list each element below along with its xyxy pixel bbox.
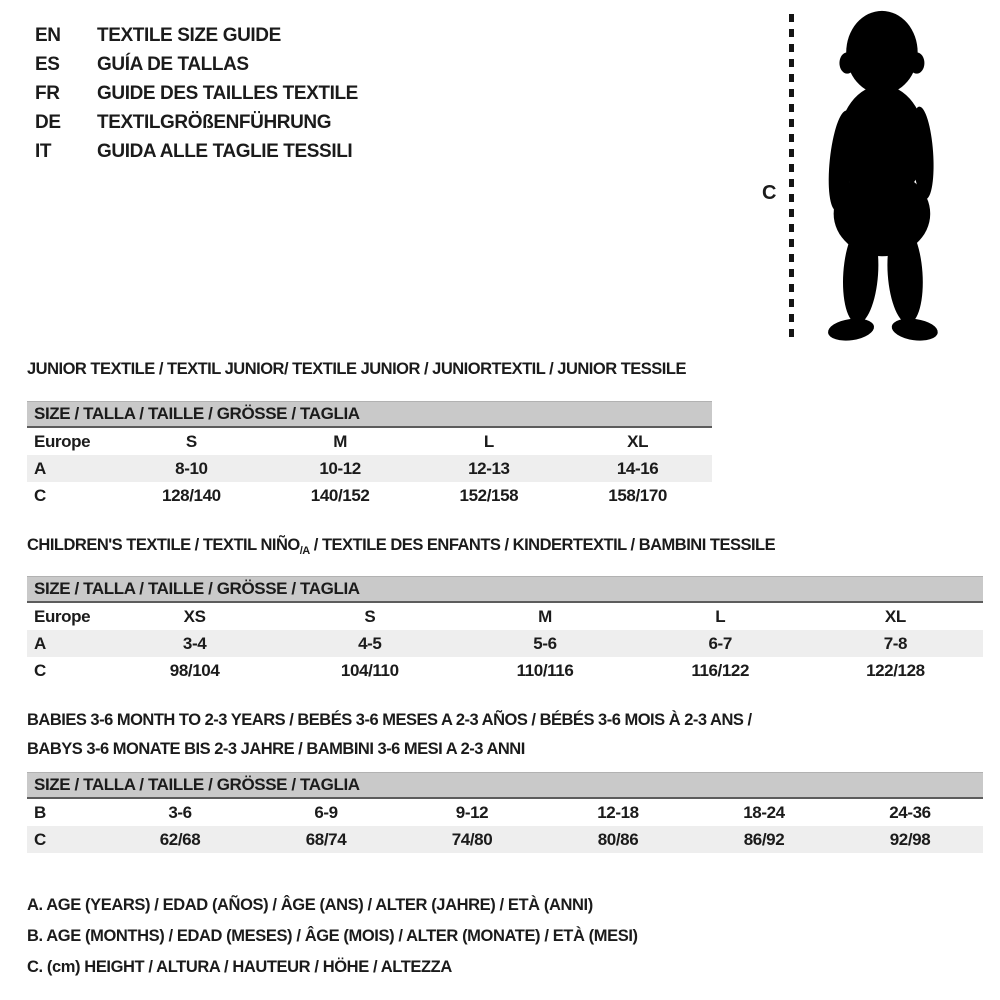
value-cell: 86/92 — [743, 830, 785, 849]
value-cell: 9-12 — [455, 803, 489, 822]
size-cell: M — [538, 607, 552, 626]
value-cell: 24-36 — [889, 803, 931, 822]
value-cell: 12-13 — [468, 459, 510, 478]
guide-title-fr: GUIDE DES TAILLES TEXTILE — [97, 83, 358, 104]
value-cell: 110/116 — [516, 661, 574, 680]
children-title-sub: /A — [299, 545, 310, 557]
value-cell: 158/170 — [608, 486, 667, 505]
babies-title-line1: BABIES 3-6 MONTH TO 2-3 YEARS / BEBÉS 3-6 MESES A 2-3 AÑOS / BÉBÉS 3-6 MOIS À 2-3 ANS / — [27, 711, 752, 729]
table-row-height — [27, 826, 983, 853]
value-cell: 4-5 — [358, 634, 382, 653]
size-cell: L — [483, 432, 494, 451]
language-code: FR — [35, 83, 60, 104]
size-header-bar: SIZE / TALLA / TAILLE / GRÖSSE / TAGLIA — [27, 401, 712, 428]
table-row-sizes — [27, 428, 712, 455]
table-row-months — [27, 799, 983, 826]
value-cell: 98/104 — [169, 661, 220, 680]
value-cell: 62/68 — [159, 830, 201, 849]
value-cell: 14-16 — [616, 459, 659, 478]
value-cell: 5-6 — [533, 634, 557, 653]
value-cell: 12-18 — [597, 803, 639, 822]
guide-title-de: TEXTILGRÖßENFÜHRUNG — [97, 112, 332, 133]
row-label: C — [34, 661, 46, 680]
language-code: DE — [35, 112, 61, 133]
value-cell: 116/122 — [691, 661, 750, 680]
value-cell: 104/110 — [340, 661, 399, 680]
size-cell: XL — [884, 607, 906, 626]
baby-silhouette-icon — [802, 8, 958, 346]
size-cell: L — [715, 607, 726, 626]
value-cell: 10-12 — [319, 459, 361, 478]
children-title-before: CHILDREN'S TEXTILE / TEXTIL NIÑO — [27, 536, 300, 554]
language-header — [35, 26, 358, 162]
value-cell: 7-8 — [883, 634, 908, 653]
value-cell: 80/86 — [597, 830, 639, 849]
table-row-age — [27, 630, 983, 657]
value-cell: 68/74 — [305, 830, 347, 849]
legend-item-c: C. (cm) HEIGHT / ALTURA / HAUTEUR / HÖHE / ALTEZZA — [27, 958, 452, 976]
language-code: ES — [35, 54, 60, 75]
children-title-after: / TEXTILE DES ENFANTS / KINDERTEXTIL / BAMBINI TESSILE — [309, 536, 776, 554]
junior-size-table — [27, 401, 712, 509]
legend-item-b: B. AGE (MONTHS) / EDAD (MESES) / ÂGE (MOIS) / ALTER (MONATE) / ETÀ (MESI) — [27, 927, 638, 945]
value-cell: 3-6 — [168, 803, 192, 822]
table-row-height — [27, 482, 712, 509]
size-header-bar: SIZE / TALLA / TAILLE / GRÖSSE / TAGLIA — [27, 576, 983, 603]
children-section-title — [27, 536, 775, 557]
guide-title-it: GUIDA ALLE TAGLIE TESSILI — [97, 141, 353, 162]
value-cell: 74/80 — [451, 830, 493, 849]
size-cell: XL — [627, 432, 649, 451]
guide-title-es: GUÍA DE TALLAS — [97, 54, 249, 75]
size-header-bar: SIZE / TALLA / TAILLE / GRÖSSE / TAGLIA — [27, 772, 983, 799]
value-cell: 8-10 — [175, 459, 208, 478]
row-label: C — [34, 830, 46, 849]
row-label: A — [34, 634, 46, 653]
guide-title-en: TEXTILE SIZE GUIDE — [97, 25, 281, 46]
value-cell: 140/152 — [310, 486, 370, 505]
table-row-age — [27, 455, 712, 482]
language-code: EN — [35, 25, 61, 46]
value-cell: 92/98 — [889, 830, 931, 849]
row-label: Europe — [34, 607, 91, 626]
value-cell: 3-4 — [182, 634, 207, 653]
legend-item-a: A. AGE (YEARS) / EDAD (AÑOS) / ÂGE (ANS) / ALTER (JAHRE) / ETÀ (ANNI) — [27, 896, 593, 914]
value-cell: 152/158 — [459, 486, 519, 505]
value-cell: 122/128 — [866, 661, 925, 680]
value-cell: 6-9 — [314, 803, 338, 822]
row-label: A — [34, 459, 46, 478]
measure-c-label: C — [762, 182, 777, 204]
language-code: IT — [35, 141, 52, 162]
value-cell: 128/140 — [162, 486, 221, 505]
size-cell: M — [333, 432, 347, 451]
value-cell: 18-24 — [743, 803, 785, 822]
junior-section-title: JUNIOR TEXTILE / TEXTIL JUNIOR/ TEXTILE JUNIOR / JUNIORTEXTIL / JUNIOR TESSILE — [27, 360, 686, 378]
size-cell: XS — [183, 607, 206, 626]
babies-section-title — [27, 706, 752, 764]
table-row-height — [27, 657, 983, 684]
value-cell: 6-7 — [708, 634, 732, 653]
legend — [27, 890, 638, 983]
children-size-table — [27, 576, 983, 684]
babies-size-table — [27, 772, 983, 853]
row-label: Europe — [34, 432, 91, 451]
row-label: C — [34, 486, 46, 505]
size-cell: S — [185, 432, 197, 451]
row-label: B — [34, 803, 46, 822]
size-cell: S — [364, 607, 376, 626]
dashed-measure-line — [789, 14, 794, 341]
babies-title-line2: BABYS 3-6 MONATE BIS 2-3 JAHRE / BAMBINI 3-6 MESI A 2-3 ANNI — [27, 740, 525, 758]
table-row-sizes — [27, 603, 983, 630]
